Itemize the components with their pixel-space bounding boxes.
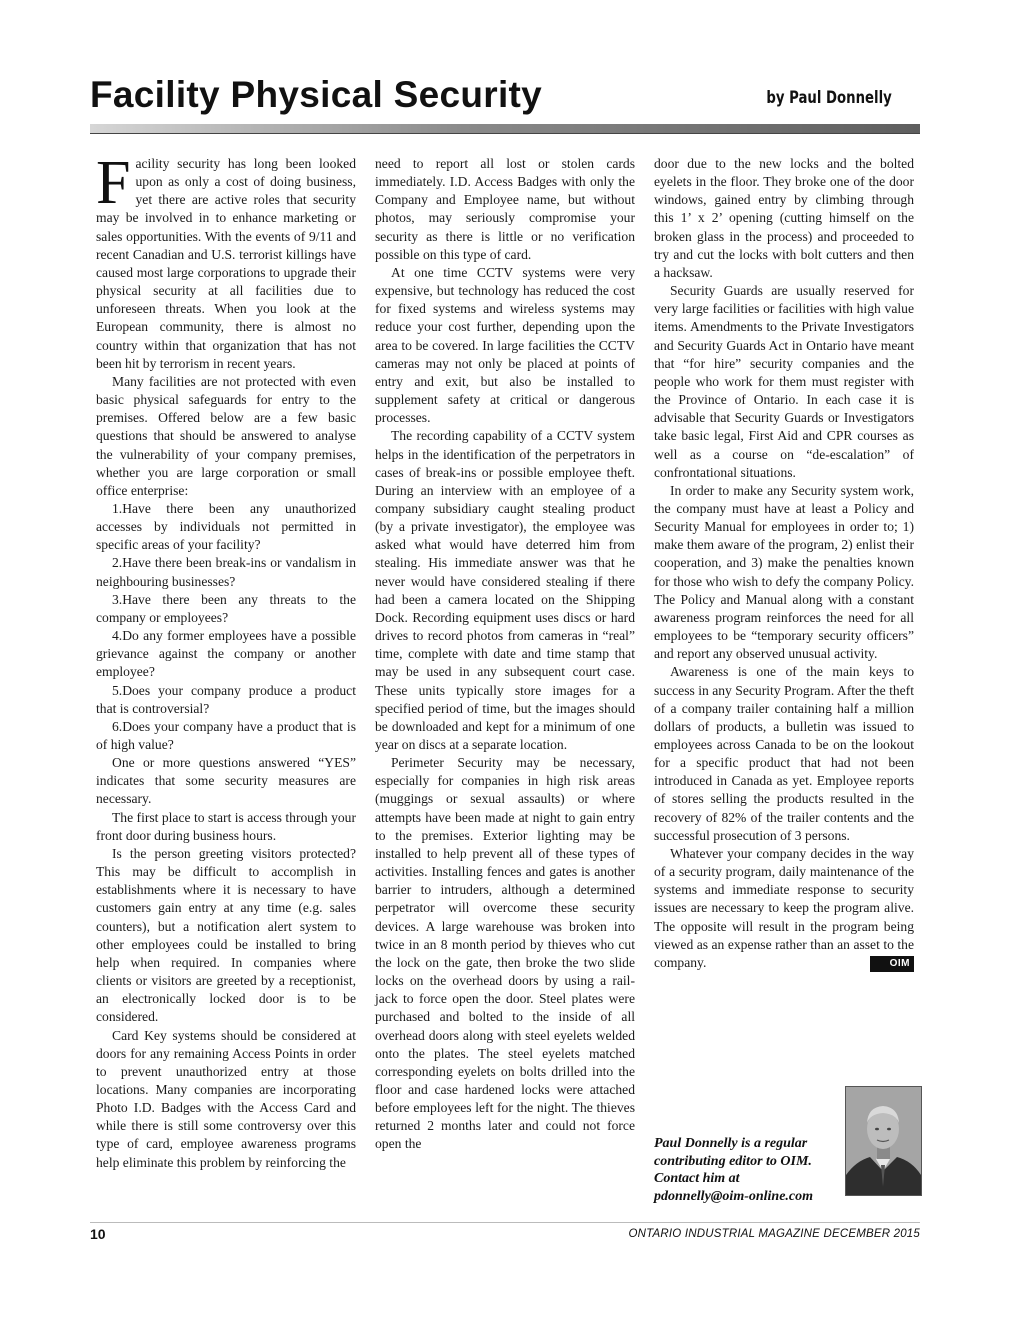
article-paragraph: Is the person greeting visitors protected? This may be difficult to accomplish in establishments where it is necessary to have customers gain entry at any time (e.g. sales counters), but a notification alert system to other employees could be installed to bring help when required. In companies where clients or visitors are greeted by a receptionist, an electronically locked door is to be considered. — [96, 845, 356, 1025]
bio-line: contributing editor to OIM. — [654, 1153, 812, 1169]
author-bio — [654, 1135, 844, 1205]
question-item: 3.Have there been any threats to the company or employees? — [96, 591, 356, 625]
article-column-2 — [375, 155, 635, 1154]
author-portrait-icon — [846, 1087, 921, 1195]
oim-end-mark-logo: OIM — [870, 956, 914, 972]
article-paragraph: Awareness is one of the main keys to success in any Security Program. After the theft of a company trailer containing half a million dollars of products, a bulletin was issued to employees across Canada to be on the lookout for a specific product that had not been introduced in Canada as yet. Employee reports of stores selling the products resulted in the recovery of 82% of the trailer contents and the successful prosecution of 3 persons. — [654, 664, 914, 843]
article-paragraph: Facility security has long been looked upon as only a cost of doing business, yet there are active roles that security may be involved in to enhance marketing or sales opportunities. With the events of 9/11 and recent Canadian and U.S. terrorist killings have caused most large corporations to upgrade their physical security at all facilities due to unforeseen threats. When you look at the European community, there is almost no country within that organization that has not been hit by terrorism in recent years. — [96, 149, 356, 371]
publication-footer: ONTARIO INDUSTRIAL MAGAZINE DECEMBER 2015 — [628, 1228, 920, 1240]
article-paragraph: door due to the new locks and the bolted eyelets in the floor. They broke one of the door windows, gained entry by climbing through this 1’ x 2’ opening (cutting himself on the broken glass in the process) and proceeded to try and cut the locks with bolt cutters and then a hacksaw. — [654, 156, 914, 280]
article-title: Facility Physical Security — [90, 74, 543, 115]
question-item: 5.Does your company produce a product that is controversial? — [96, 682, 356, 716]
footer-rule — [90, 1222, 920, 1223]
article-column-3 — [654, 155, 914, 972]
header-rule — [90, 124, 920, 134]
article-paragraph: Perimeter Security may be necessary, especially for companies in high risk areas (muggings or sexual assaults) or where attempts have been made at night to gain entry to the premises. Exterior lighting may be installed to help prevent all of these types of activities. Installing fences and gates is another barrier to intruders, although a determined perpetrator will overcome these security devices. A large warehouse was broken into twice in an 8 month period by thieves who cut the lock on the gate, then broke the two slide locks on the overhead doors by using a rail-jack to force open the door. Steel plates were purchased and bolted to the inside of all overhead doors along with steel eyelets welded onto the plates. The steel eyelets matched corresponding eyelets on bolts drilled into the floor and case hardened locks were attached before employees left for the night. The thieves returned 2 months later and could not force open the — [375, 755, 635, 1152]
article-paragraph: Many facilities are not protected with even basic physical safeguards for entry to the premises. Offered below are a few basic questions that should be answered to analyse the vulnerability of your company premises, whether you are large corporation or small office enterprise: — [96, 373, 356, 498]
bio-line: Paul Donnelly is a regular — [654, 1136, 808, 1151]
article-byline: by Paul Donnelly — [766, 88, 892, 108]
question-item: 6.Does your company have a product that is of high value? — [96, 718, 356, 752]
author-photo — [845, 1086, 922, 1196]
question-item: 2.Have there been break-ins or vandalism in neighbouring businesses? — [96, 555, 356, 589]
article-paragraph: The first place to start is access through your front door during business hours. — [96, 809, 356, 843]
drop-cap: F — [96, 149, 131, 217]
article-paragraph: need to report all lost or stolen cards immediately. I.D. Access Badges with only the Company and Employee name, but without photos, may seriously compromise your security as there is little or no verification possible on this type of card. — [375, 156, 635, 262]
article-paragraph: At one time CCTV systems were very expensive, but technology has reduced the cost for fixed systems and wireless systems may reduce your cost further, depending upon the area to be covered. In large facilities the CCTV cameras may not only be placed at points of entry and exit, but also be installed to supplement safety at critical or dangerous processes. — [375, 264, 635, 426]
article-paragraph: Whatever your company decides in the way of a security program, daily maintenance of the systems and immediate response to security issues are necessary to keep the program alive. The opposite will result in the program being viewed as an expense rather than an asset to the company. OIM — [654, 845, 914, 970]
article-column-1 — [96, 149, 356, 1172]
article-paragraph: One or more questions answered “YES” indicates that some security measures are necessary. — [96, 755, 356, 807]
article-paragraph: In order to make any Security system work, the company must have at least a Policy and Security Manual for employees in order to; 1) make them aware of the program, 2) enlist their cooperation, and 3) make the penalties known for those who wish to defy the company Policy. The Policy and Manual along with a constant awareness program reinforces the need for all employees to be “temporary security officers” and report any observed unusual activity. — [654, 482, 914, 662]
bio-email-link[interactable]: pdonnelly@oim-online.com — [654, 1188, 814, 1204]
question-item: 1.Have there been any unauthorized accesses by individuals not permitted in specific areas of your facility? — [96, 500, 356, 553]
bio-line: Contact him at — [654, 1171, 740, 1186]
article-paragraph: Card Key systems should be considered at doors for any remaining Access Points in order to prevent unauthorized entry at those locations. Many companies are incorporating Photo I.D. Badges with the Access Card and while there is still some controversy over this type of card, employee awareness programs help eliminate this problem by reinforcing the — [96, 1027, 356, 1170]
question-item: 4.Do any former employees have a possible grievance against the company or another employee? — [96, 628, 356, 680]
article-paragraph: Security Guards are usually reserved for very large facilities or facilities with high value items. Amendments to the Private Investigators and Security Guards Act in Ontario have meant that “for hire” security companies and the people who work for them must register with the Province of Ontario. In each case it is advisable that Security Guards or Investigators take basic legal, First Aid and CPR courses as well as a course on “de-escalation” of confrontational situations. — [654, 283, 914, 480]
page-number: 10 — [90, 1226, 106, 1242]
article-paragraph: The recording capability of a CCTV system helps in the identification of the perpetrators in cases of break-ins or possible employee theft. During an interview with an employee of a company subsidiary caught stealing product (by a private investigator), the employee was asked what would have deterred him from stealing. His immediate answer was that he never would have considered stealing if there had been a camera located on the Shipping Dock. Recording equipment uses discs or hard drives to record photos from cameras in “real” time, complete with date and time stamp that may be used in any subsequent court case. These units typically store images for a specified period of time, but the images should be downloaded and kept for a minimum of one year on discs at a separate location. — [375, 428, 635, 752]
